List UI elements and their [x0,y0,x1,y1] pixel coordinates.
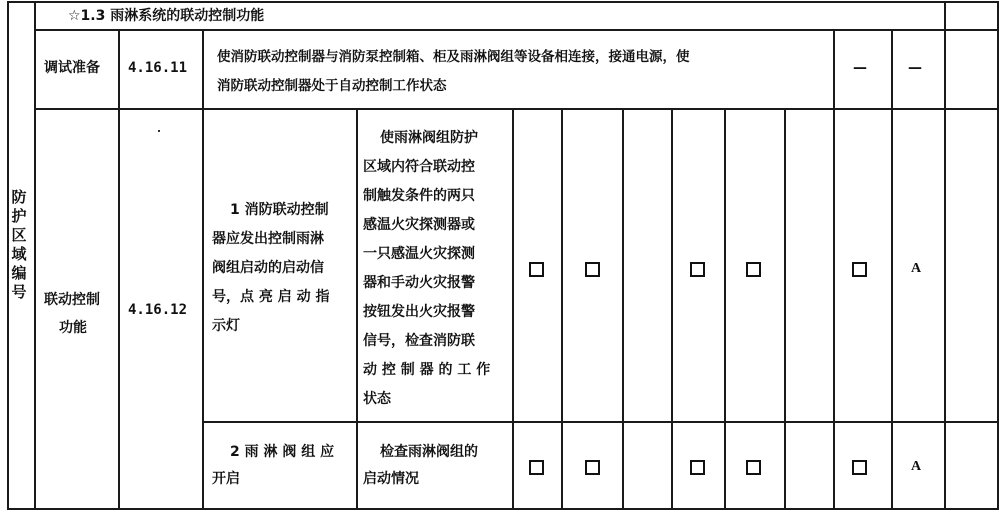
item1-method-line: 器和手动火灾报警 [363,275,475,291]
rule-c5 [784,108,786,510]
item1-method-line: 区域内符合联动控 [363,159,475,175]
item2-method-line: 检查雨淋阀组的 [380,444,478,460]
item1-grade: A [911,261,922,276]
linkage-category-line1: 联动控制 [44,292,100,308]
item1-checkbox[interactable] [690,262,705,277]
item1-checkbox[interactable] [529,262,544,277]
prep-description-line1: 使消防联动控制器与消防泵控制箱、柜及雨淋阀组等设备相连接，接通电源，使 [217,49,690,65]
rule-under-prep [34,108,999,110]
item1-method-line: 按钮发出火灾报警 [363,304,475,320]
scan-speck [158,130,160,132]
prep-clause: 4.16.11 [128,60,188,76]
rule-after-clause [202,29,204,510]
rule-c7 [891,29,893,510]
item1-checkbox[interactable] [746,262,761,277]
rule-c3 [671,108,673,510]
item1-requirement-line: 器应发出控制雨淋 [212,231,324,247]
item1-requirement-line: 号，点 亮 启 动 指 [212,289,330,305]
prep-category: 调试准备 [44,60,100,76]
item1-requirement-line: 阀组启动的启动信 [212,260,324,276]
item2-checkbox[interactable] [746,460,761,475]
item1-requirement-line: 示灯 [212,318,240,334]
rule-c1 [561,108,563,510]
rule-c6 [833,29,835,510]
item2-checkbox[interactable] [852,460,867,475]
item2-requirement-line: 开启 [212,471,240,487]
rule-after-category [118,29,120,510]
item1-method-line: 信号，检查消防联 [363,333,475,349]
item2-requirement-line: 2 雨 淋 阀 组 应 [230,444,335,460]
item1-method-line: 状态 [363,391,391,407]
prep-mark-1: — [853,60,867,76]
rule-bottom [7,508,999,510]
item1-method-line: 动 控 制 器 的 工 作 [363,362,491,378]
item1-method-line: 一只感温火灾探测 [363,246,475,262]
side-label: 防护区域编号 [11,188,27,301]
item1-requirement-line: 1 消防联动控制 [230,202,329,218]
item2-checkbox[interactable] [529,460,544,475]
item1-method-line: 使雨淋阀组防护 [380,130,478,146]
item2-method-line: 启动情况 [363,471,419,487]
rule-c8 [944,1,946,510]
linkage-category-line2: 功能 [59,320,87,336]
rule-side-label [34,1,36,510]
item2-checkbox[interactable] [585,460,600,475]
section-title: ☆1.3 雨淋系统的联动控制功能 [68,8,265,24]
rule-c4 [724,108,726,510]
item2-grade: A [911,459,922,474]
prep-description-line2: 消防联动控制器处于自动控制工作状态 [217,78,447,94]
rule-under-section [34,29,999,31]
rule-c2 [622,108,624,510]
rule-after-method [512,108,514,510]
item1-method-line: 制触发条件的两只 [363,188,475,204]
item2-checkbox[interactable] [690,460,705,475]
item1-checkbox[interactable] [585,262,600,277]
linkage-clause: 4.16.12 [128,302,188,318]
rule-between-items [202,421,999,423]
item1-checkbox[interactable] [852,262,867,277]
item1-method-line: 感温火灾探测器或 [363,217,475,233]
rule-after-requirement [356,108,358,510]
prep-mark-2: — [908,60,922,76]
